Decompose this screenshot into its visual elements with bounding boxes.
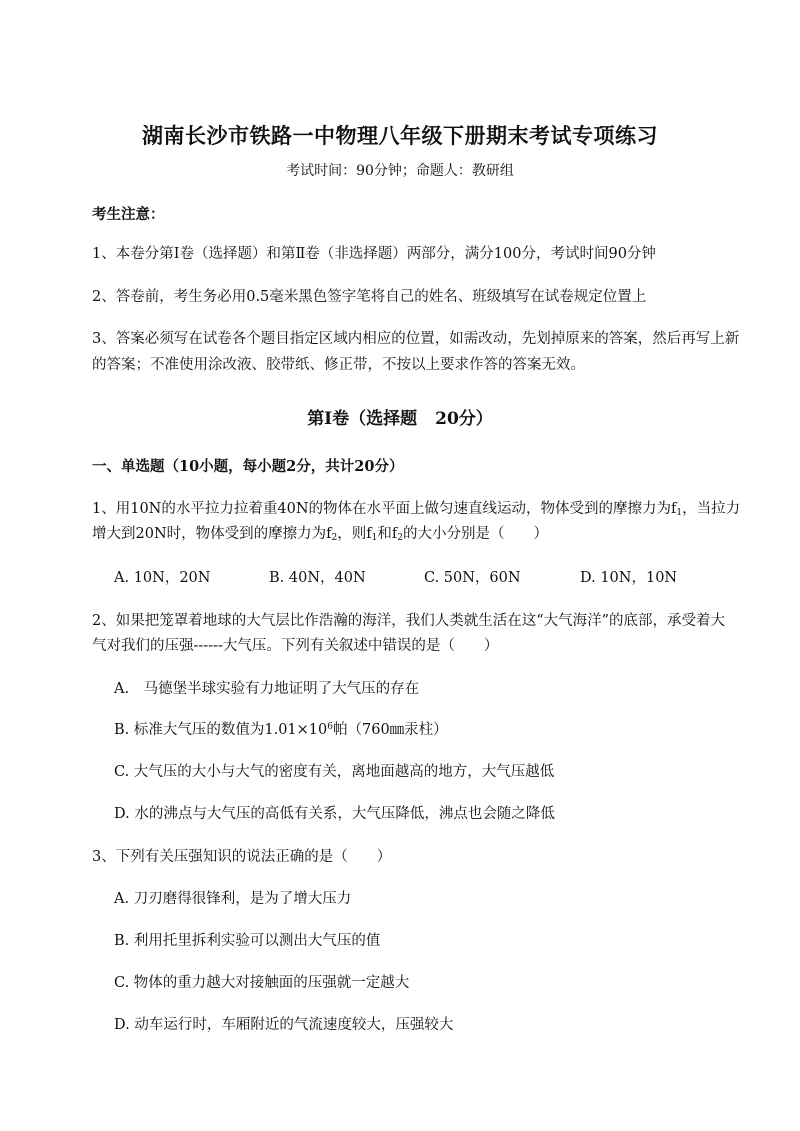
part-heading: 一、单选题（10小题，每小题2分，共计20分） bbox=[92, 458, 404, 475]
section-title-score: 20分） bbox=[435, 409, 493, 429]
q1-text-b: ，当拉力 bbox=[682, 501, 741, 517]
q2-option-b-sup: 6 bbox=[327, 722, 333, 732]
q1-option-a[interactable]: A. 10N，20N bbox=[114, 570, 211, 586]
question-1-stem-line2 bbox=[92, 522, 548, 543]
q3-option-b[interactable]: B. 利用托里拆利实验可以测出大气压的值 bbox=[114, 933, 381, 949]
q1-option-b[interactable]: B. 40N，40N bbox=[269, 570, 366, 586]
q2-option-b[interactable] bbox=[114, 718, 448, 739]
notice-item-1: 1、本卷分第I卷（选择题）和第Ⅱ卷（非选择题）两部分，满分100分，考试时间90分钟 bbox=[92, 246, 656, 262]
q1-sub-3: 1 bbox=[371, 533, 378, 543]
q1-sub-1: 1 bbox=[676, 508, 683, 518]
q1-option-c[interactable]: C. 50N，60N bbox=[424, 570, 521, 586]
question-1-stem-line1 bbox=[92, 497, 740, 518]
q2-option-b-tail: 帕（760㎜汞柱） bbox=[333, 722, 448, 738]
notice-item-3: 3、答案必须写在试卷各个题目指定区域内相应的位置，如需改动，先划掉原来的答案，然后再写上新的答案；不准使用涂改液、胶带纸、修正带，不按以上要求作答的答案无效。 bbox=[92, 331, 740, 373]
q1-sub-2: 2 bbox=[331, 533, 338, 543]
q2-option-c[interactable]: C. 大气压的大小与大气的密度有关，离地面越高的地方，大气压越低 bbox=[114, 764, 555, 780]
notice-heading: 考生注意： bbox=[92, 206, 165, 223]
q2-option-a[interactable]: A. 马德堡半球实验有力地证明了大气压的存在 bbox=[114, 681, 420, 697]
section-title-main: 第I卷（选择题 bbox=[307, 409, 418, 429]
question-2-stem-line1: 2、如果把笼罩着地球的大气层比作浩瀚的海洋，我们人类就生活在这“大气海洋”的底部，承受着大 bbox=[92, 613, 726, 629]
notice-item-2: 2、答卷前，考生务必用0.5毫米黑色签字笔将自己的姓名、班级填写在试卷规定位置上 bbox=[92, 289, 647, 305]
question-3-stem: 3、下列有关压强知识的说法正确的是（ ） bbox=[92, 849, 392, 865]
q1-sub-4: 2 bbox=[397, 533, 403, 543]
q1-text-c: 增大到20N时，物体受到的摩擦力为f bbox=[92, 526, 332, 542]
section-title bbox=[0, 404, 800, 429]
question-2-stem-line2: 气对我们的压强------大气压。下列有关叙述中错误的是（ ） bbox=[92, 638, 499, 654]
exam-subtitle: 考试时间：90分钟；命题人：教研组 bbox=[286, 163, 514, 179]
q1-text-e: 和f bbox=[377, 526, 398, 542]
q2-option-d[interactable]: D. 水的沸点与大气压的高低有关系，大气压降低，沸点也会随之降低 bbox=[114, 806, 555, 822]
q2-option-b-text: B. 标准大气压的数值为1.01×10 bbox=[114, 722, 328, 738]
exam-title: 湖南长沙市铁路一中物理八年级下册期末考试专项练习 bbox=[142, 123, 658, 148]
q3-option-c[interactable]: C. 物体的重力越大对接触面的压强就一定越大 bbox=[114, 975, 410, 991]
q1-option-d[interactable]: D. 10N，10N bbox=[580, 570, 678, 586]
q1-text-d: ，则f bbox=[337, 526, 372, 542]
q1-text-a: 1、用10N的水平拉力拉着重40N的物体在水平面上做匀速直线运动，物体受到的摩擦力为f bbox=[92, 501, 677, 517]
q3-option-a[interactable]: A. 刀刃磨得很锋利，是为了增大压力 bbox=[114, 891, 352, 907]
q3-option-d[interactable]: D. 动车运行时，车厢附近的气流速度较大，压强较大 bbox=[114, 1017, 454, 1033]
q1-text-f: 的大小分别是（ ） bbox=[402, 526, 548, 542]
